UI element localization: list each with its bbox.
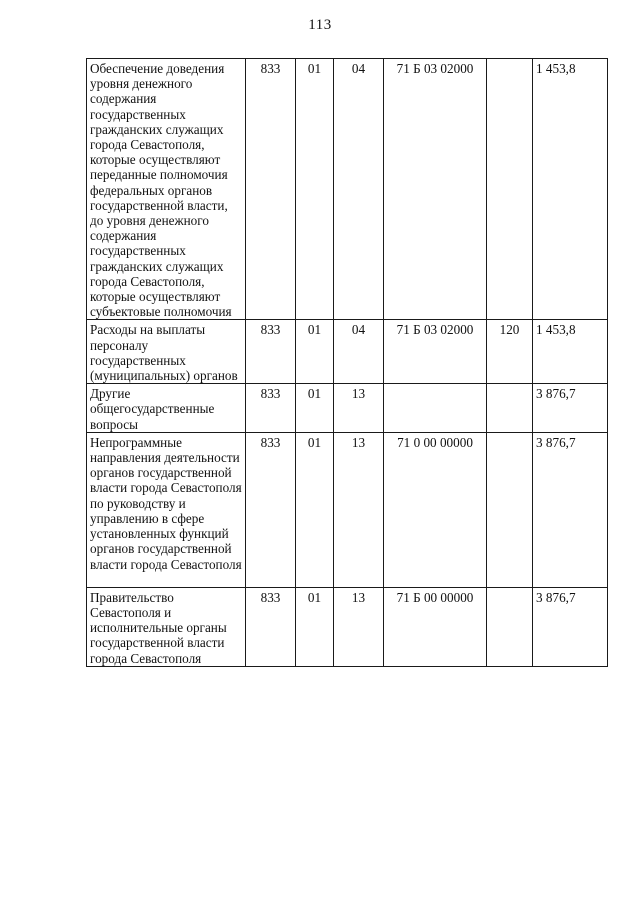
cell-name: Другие общегосударственные вопросы (87, 384, 246, 433)
cell-ved: 833 (246, 384, 296, 433)
cell-amount: 1 453,8 (533, 59, 608, 320)
cell-expense-type (487, 432, 533, 587)
cell-amount: 3 876,7 (533, 432, 608, 587)
cell-subsection: 04 (334, 59, 384, 320)
table-row (87, 587, 608, 666)
cell-ved: 833 (246, 587, 296, 666)
cell-name: Непрограммные направления деятельности органов государственной власти города Севастополя по руководству и управлению в сфере установленных функций органов государственной власти города Севастополя (87, 432, 246, 587)
cell-target-article: 71 0 00 00000 (384, 432, 487, 587)
table-row (87, 432, 608, 587)
cell-ved: 833 (246, 432, 296, 587)
cell-section: 01 (296, 384, 334, 433)
cell-target-article (384, 384, 487, 433)
cell-amount: 3 876,7 (533, 384, 608, 433)
table-row (87, 59, 608, 320)
cell-subsection: 13 (334, 432, 384, 587)
cell-subsection: 04 (334, 320, 384, 384)
cell-subsection: 13 (334, 587, 384, 666)
cell-target-article: 71 Б 03 02000 (384, 59, 487, 320)
cell-name: Расходы на выплаты персоналу государственных (муниципальных) органов (87, 320, 246, 384)
cell-ved: 833 (246, 59, 296, 320)
cell-target-article: 71 Б 03 02000 (384, 320, 487, 384)
cell-ved: 833 (246, 320, 296, 384)
cell-name: Обеспечение доведения уровня денежного содержания государственных гражданских служащих города Севастополя, которые осуществляют переданные полномочия федеральных органов государственной власти, до уровня денежного содержания государственных гражданских служащих города Севастополя, которые осуществляют субъектовые полномочия (87, 59, 246, 320)
cell-subsection: 13 (334, 384, 384, 433)
cell-target-article: 71 Б 00 00000 (384, 587, 487, 666)
cell-section: 01 (296, 59, 334, 320)
cell-expense-type (487, 384, 533, 433)
cell-expense-type (487, 59, 533, 320)
budget-table (86, 58, 608, 667)
table-row (87, 320, 608, 384)
cell-amount: 1 453,8 (533, 320, 608, 384)
cell-amount: 3 876,7 (533, 587, 608, 666)
cell-section: 01 (296, 587, 334, 666)
cell-expense-type: 120 (487, 320, 533, 384)
cell-expense-type (487, 587, 533, 666)
cell-section: 01 (296, 432, 334, 587)
cell-section: 01 (296, 320, 334, 384)
page-number: 113 (308, 17, 332, 33)
cell-name: Правительство Севастополя и исполнительные органы государственной власти города Севастополя (87, 587, 246, 666)
table-row (87, 384, 608, 433)
